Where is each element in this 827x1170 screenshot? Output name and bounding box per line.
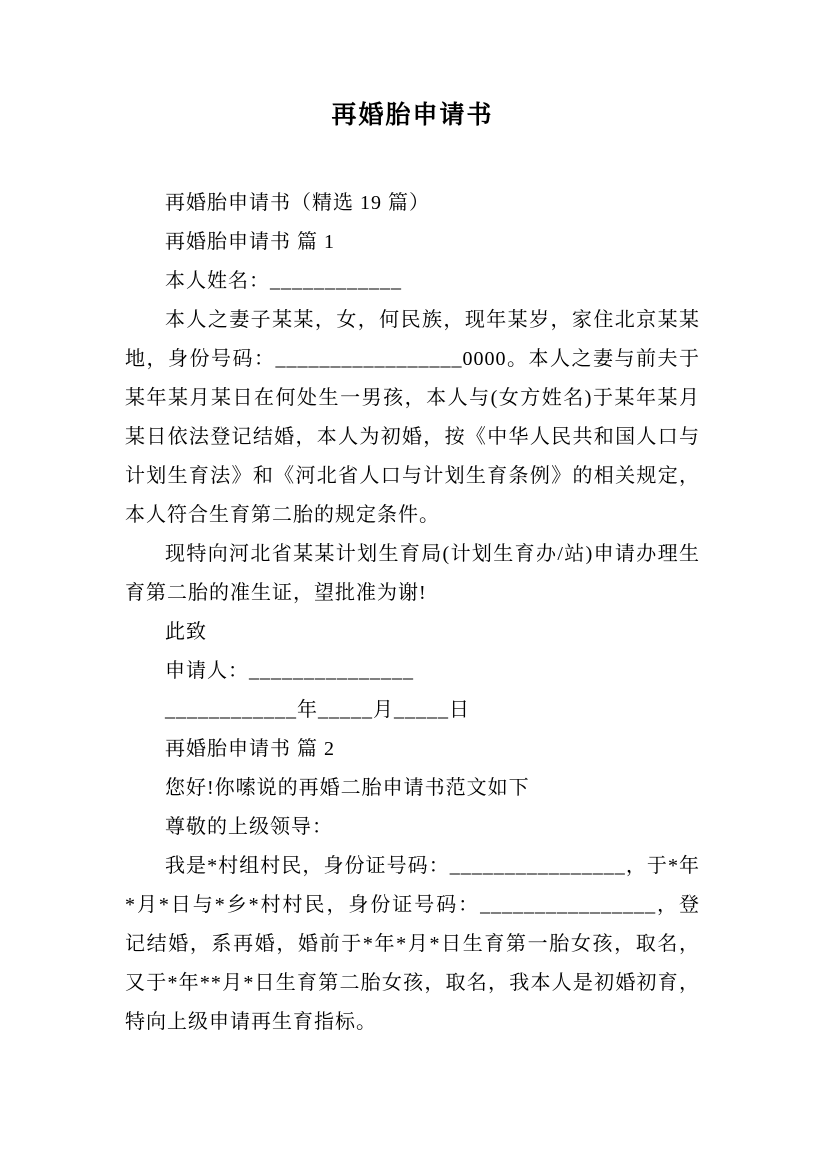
- paragraph: ____________年_____月_____日: [165, 699, 470, 721]
- document-title: 再婚胎申请书: [331, 102, 494, 129]
- paragraph: 此致: [165, 621, 207, 643]
- paragraph: 再婚胎申请书 篇 1: [165, 231, 335, 253]
- paragraph: 申请人：_______________: [165, 660, 414, 682]
- paragraph: 本人姓名：____________: [165, 270, 402, 292]
- paragraph: 现特向河北省某某计划生育局(计划生育办/站)申请办理生育第二胎的准生证，望批准为谢!: [125, 543, 700, 604]
- document-body: [125, 184, 700, 1042]
- paragraph: 尊敬的上级领导：: [165, 816, 333, 838]
- paragraph: 再婚胎申请书（精选 19 篇）: [165, 192, 430, 214]
- paragraph: 我是*村组村民，身份证号码：________________，于*年*月*日与*乡*村村民，身份证号码：________________，登记结婚，系再婚，婚前于*年*月*日生育第一胎女孩，取名，又于*年**月*日生育第二胎女孩，取名，我本人是初婚初育，特向上级申请再生育指标。: [125, 855, 700, 1033]
- paragraph: 再婚胎申请书 篇 2: [165, 738, 335, 760]
- paragraph: 您好!你嗦说的再婚二胎申请书范文如下: [165, 777, 530, 799]
- paragraph: 本人之妻子某某，女，何民族，现年某岁，家住北京某某地，身份号码：_________________0000。本人之妻与前夫于某年某月某日在何处生一男孩，本人与(女方姓名)于某年某月某日依法登记结婚，本人为初婚，按《中华人民共和国人口与计划生育法》和《河北省人口与计划生育条例》的相关规定，本人符合生育第二胎的规定条件。: [125, 309, 700, 526]
